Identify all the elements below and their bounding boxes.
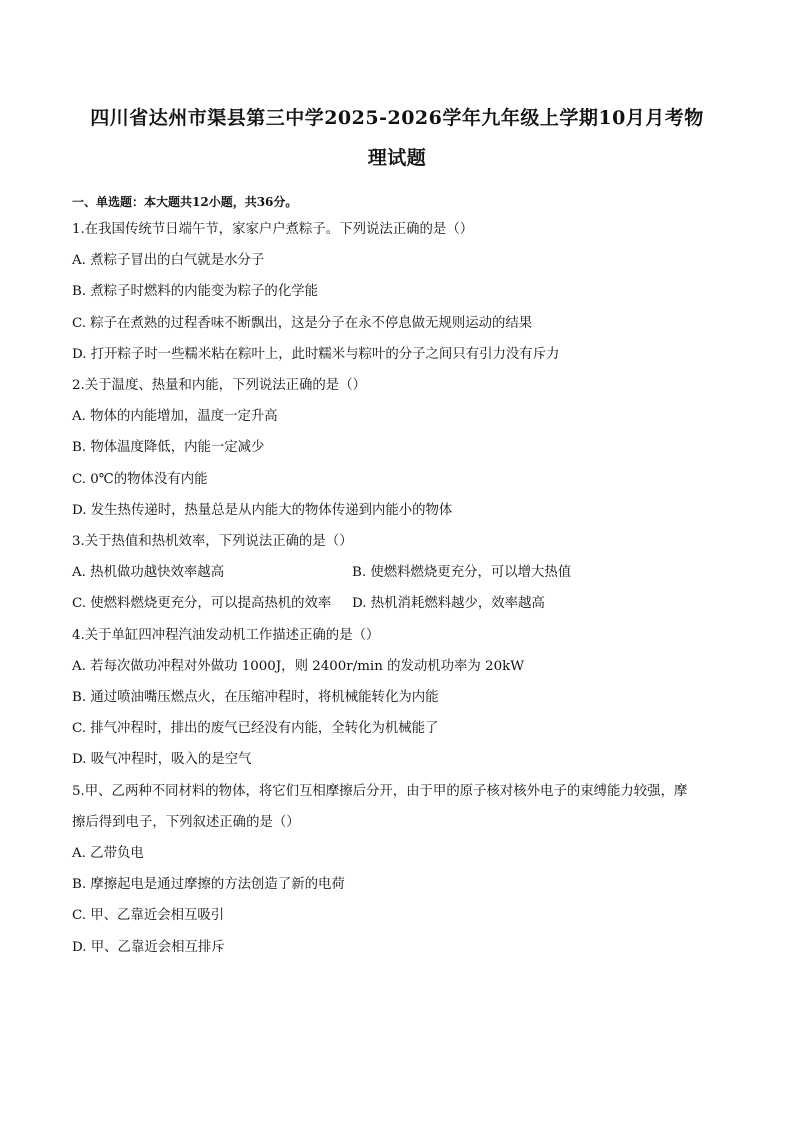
question-4-option-b: B. 通过喷油嘴压燃点火，在压缩冲程时，将机械能转化为内能	[72, 690, 439, 706]
question-1-option-b: B. 煮粽子时燃料的内能变为粽子的化学能	[72, 284, 318, 300]
question-5-stem-line-2: 擦后得到电子，下列叙述正确的是（）	[72, 814, 300, 830]
question-5-option-b: B. 摩擦起电是通过摩擦的方法创造了新的电荷	[72, 877, 345, 893]
question-2-option-d: D. 发生热传递时，热量总是从内能大的物体传递到内能小的物体	[72, 502, 453, 518]
question-1-option-a: A. 煮粽子冒出的白气就是水分子	[72, 253, 265, 269]
question-4-option-d: D. 吸气冲程时，吸入的是空气	[72, 752, 252, 768]
question-5-option-d: D. 甲、乙靠近会相互排斥	[72, 939, 225, 955]
question-4	[72, 620, 722, 776]
question-2-stem: 2.关于温度、热量和内能，下列说法正确的是（）	[72, 378, 366, 394]
question-2	[72, 370, 722, 526]
question-3-option-b: B. 使燃料燃烧更充分，可以增大热值	[352, 565, 572, 581]
question-5-stem-line-1: 5.甲、乙两种不同材料的物体，将它们互相摩擦后分开，由于甲的原子核对核外电子的束缚能力较强，摩	[72, 783, 688, 799]
question-5-option-c: C. 甲、乙靠近会相互吸引	[72, 908, 225, 924]
question-4-option-c: C. 排气冲程时，排出的废气已经没有内能，全转化为机械能了	[72, 721, 439, 737]
exam-title-line-2: 理试题	[367, 147, 427, 169]
question-2-option-c: C. 0℃的物体没有内能	[72, 471, 208, 487]
question-1-stem: 1.在我国传统节日端午节，家家户户煮粽子。下列说法正确的是（）	[72, 222, 474, 237]
question-3	[72, 526, 722, 620]
question-3-options-row-1	[72, 557, 722, 588]
exam-title-line-1: 四川省达州市渠县第三中学2025-2026学年九年级上学期10月月考物	[90, 107, 704, 129]
question-3-option-a: A. 热机做功越快效率越高	[72, 565, 225, 581]
question-4-stem: 4.关于单缸四冲程汽油发动机工作描述正确的是（）	[72, 627, 380, 643]
question-5-option-a: A. 乙带负电	[72, 846, 144, 862]
question-4-option-a: A. 若每次做功冲程对外做功 1000J，则 2400r/min 的发动机功率为 20kW	[72, 658, 524, 674]
question-3-stem: 3.关于热值和热机效率，下列说法正确的是（）	[72, 534, 353, 550]
question-2-option-a: A. 物体的内能增加，温度一定升高	[72, 409, 278, 425]
section-heading: 一、单选题：本大题共12小题，共36分。	[72, 195, 298, 209]
question-3-option-d: D. 热机消耗燃料越少，效率越高	[352, 596, 545, 612]
question-1-option-c: C. 粽子在煮熟的过程香味不断飘出，这是分子在永不停息做无规则运动的结果	[72, 315, 533, 331]
question-5	[72, 776, 722, 963]
question-1	[72, 214, 722, 370]
question-3-options-row-2	[72, 588, 722, 619]
question-3-option-c: C. 使燃料燃烧更充分，可以提高热机的效率	[72, 596, 332, 612]
question-2-option-b: B. 物体温度降低，内能一定减少	[72, 440, 265, 456]
question-1-option-d: D. 打开粽子时一些糯米粘在粽叶上，此时糯米与粽叶的分子之间只有引力没有斥力	[72, 346, 560, 362]
